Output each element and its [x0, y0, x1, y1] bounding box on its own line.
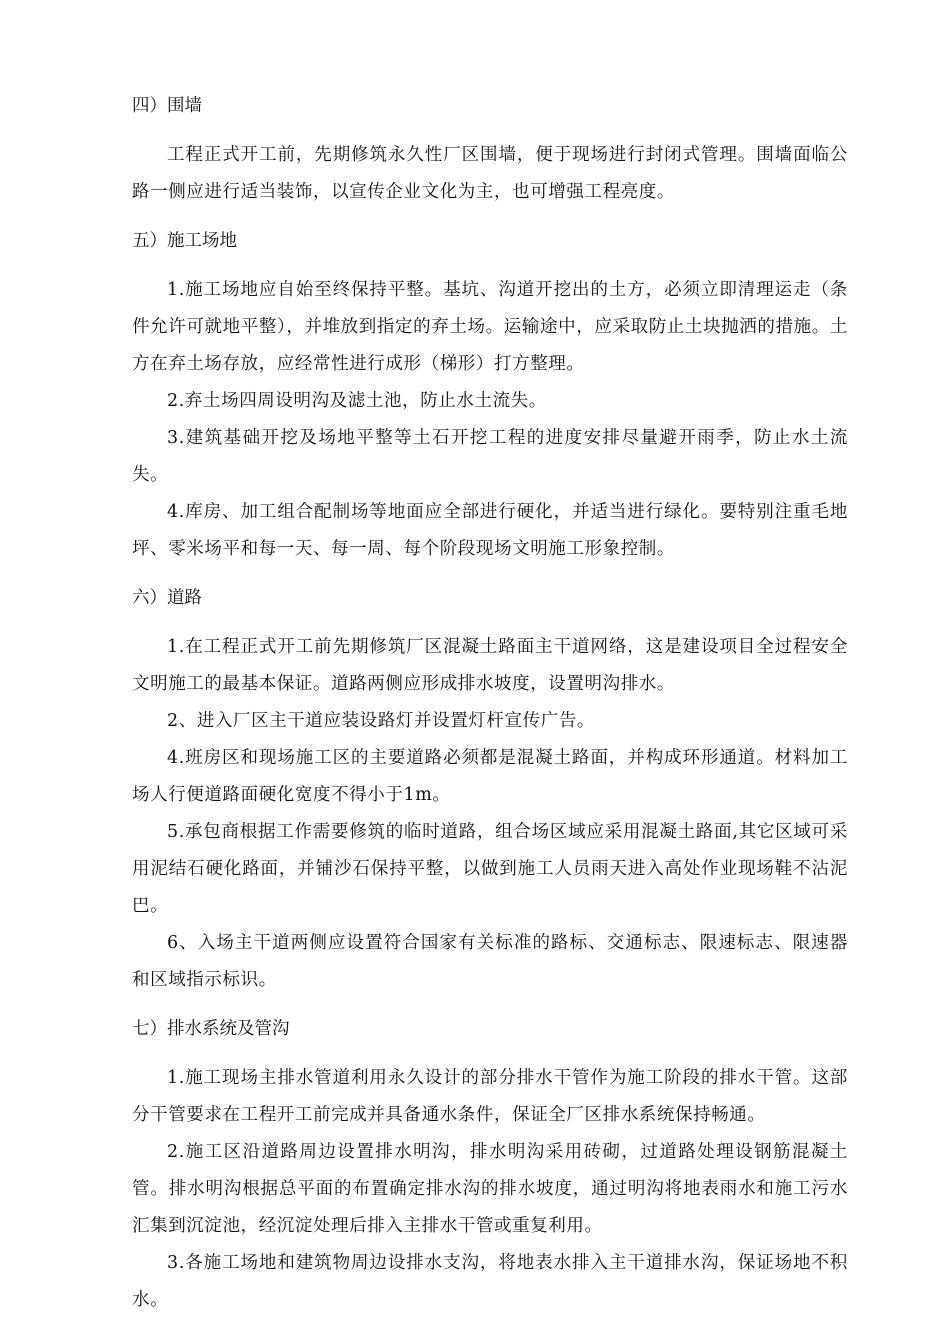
section-roads [132, 580, 848, 999]
section-construction-site [132, 223, 848, 568]
paragraph: 4.库房、加工组合配制场等地面应全部进行硬化，并适当进行绿化。要特别注重毛地坪、零米场平和每一天、每一周、每个阶段现场文明施工形象控制。 [132, 502, 848, 559]
paragraph: 1.施工场地应自始至终保持平整。基坑、沟道开挖出的土方，必须立即清理运走（条件允许可就地平整），并堆放到指定的弃土场。运输途中，应采取防止土块抛洒的措施。土方在弃土场存放，应经常性进行成形（梯形）打方整理。 [132, 280, 848, 374]
paragraph: 2、进入厂区主干道应装设路灯并设置灯杆宣传广告。 [167, 711, 596, 731]
paragraph: 4.班房区和现场施工区的主要道路必须都是混凝土路面，并构成环形通道。材料加工场人行便道路面硬化宽度不得小于1m。 [132, 748, 848, 805]
paragraph: 工程正式开工前，先期修筑永久性厂区围墙，便于现场进行封闭式管理。围墙面临公路一侧应进行适当装饰，以宣传企业文化为主，也可增强工程亮度。 [132, 145, 848, 202]
document-page [132, 88, 848, 1331]
paragraph: 5.承包商根据工作需要修筑的临时道路，组合场区域应采用混凝土路面,其它区域可采用泥结石硬化路面，并铺沙石保持平整，以做到施工人员雨天进入高处作业现场鞋不沾泥巴。 [132, 822, 848, 916]
paragraph: 6、入场主干道两侧应设置符合国家有关标准的路标、交通标志、限速标志、限速器和区域指示标识。 [132, 933, 848, 990]
section-heading: 五）施工场地 [132, 231, 237, 251]
paragraph: 3.各施工场地和建筑物周边设排水支沟，将地表水排入主干道排水沟，保证场地不积水。 [132, 1253, 848, 1310]
paragraph: 1.施工现场主排水管道利用永久设计的部分排水干管作为施工阶段的排水干管。这部分干管要求在工程开工前完成并具备通水条件，保证全厂区排水系统保持畅通。 [132, 1068, 848, 1125]
paragraph: 3.建筑基础开挖及场地平整等土石开挖工程的进度安排尽量避开雨季，防止水土流失。 [132, 428, 848, 485]
paragraph: 2.弃土场四周设明沟及滤土池，防止水土流失。 [167, 391, 547, 411]
section-heading: 七）排水系统及管沟 [132, 1019, 290, 1039]
paragraph: 1.在工程正式开工前先期修筑厂区混凝土路面主干道网络，这是建设项目全过程安全文明施工的最基本保证。道路两侧应形成排水坡度，设置明沟排水。 [132, 637, 848, 694]
section-heading: 六）道路 [132, 588, 202, 608]
section-drainage [132, 1011, 848, 1319]
paragraph: 2.施工区沿道路周边设置排水明沟，排水明沟采用砖砌，过道路处理设钢筋混凝土管。排水明沟根据总平面的布置确定排水沟的排水坡度，通过明沟将地表雨水和施工污水汇集到沉淀池，经沉淀处理后排入主排水干管或重复利用。 [132, 1142, 848, 1236]
section-heading: 四）围墙 [132, 96, 202, 116]
section-fence [132, 88, 848, 211]
